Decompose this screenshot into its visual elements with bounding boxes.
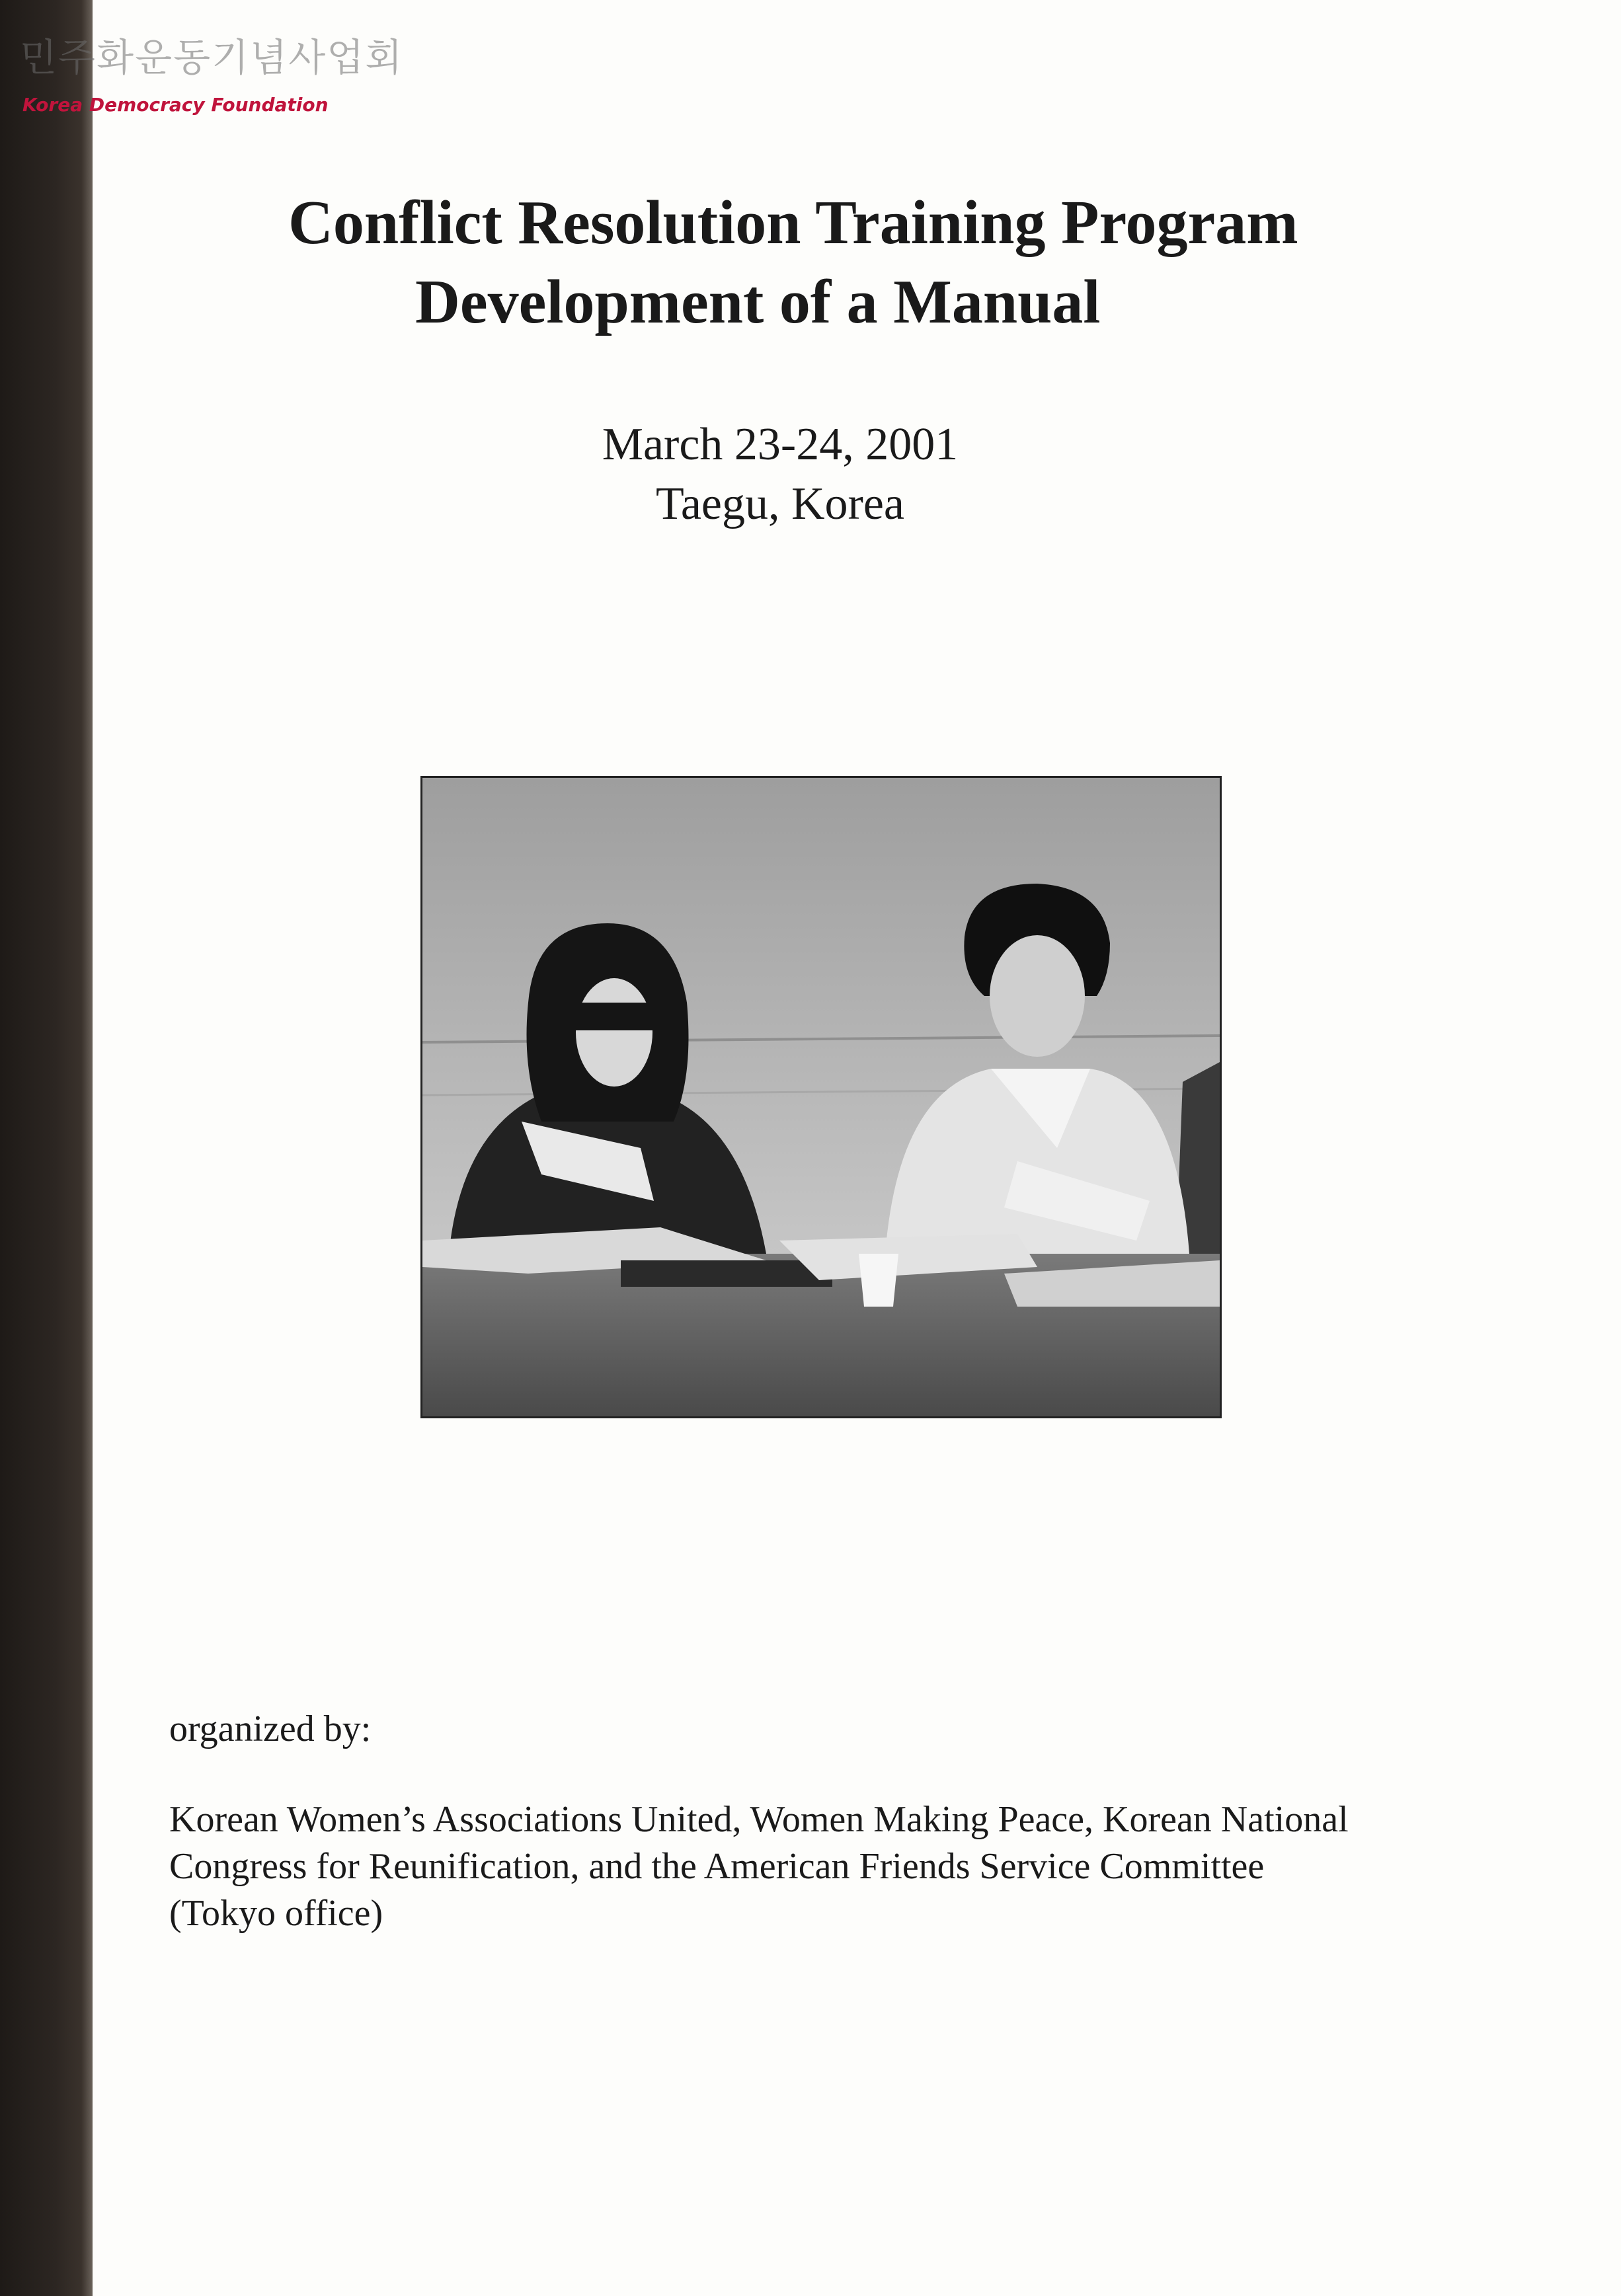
organizers-line-2: Congress for Reunification, and the American Friends Service Committee [169,1846,1265,1887]
event-date: March 23-24, 2001 [602,419,959,470]
organizers-text [169,1796,1439,1937]
binding-strip [0,0,93,2296]
organizers-line-3: (Tokyo office) [169,1893,383,1934]
watermark-english-text: Korea Democracy Foundation [22,94,329,116]
organized-by-label: organized by: [169,1708,372,1749]
document-title-line-2: Development of a Manual [415,268,1101,336]
event-location: Taegu, Korea [655,478,904,529]
document-title-line-1: Conflict Resolution Training Program [288,188,1298,257]
participants-photo [420,776,1222,1418]
watermark-korean-text: 민주화운동기념사업회 [20,35,404,80]
organizers-line-1: Korean Women’s Associations United, Women Making Peace, Korean National [169,1799,1349,1840]
watermark-logo [20,20,404,116]
participants-photo-image [422,778,1220,1416]
